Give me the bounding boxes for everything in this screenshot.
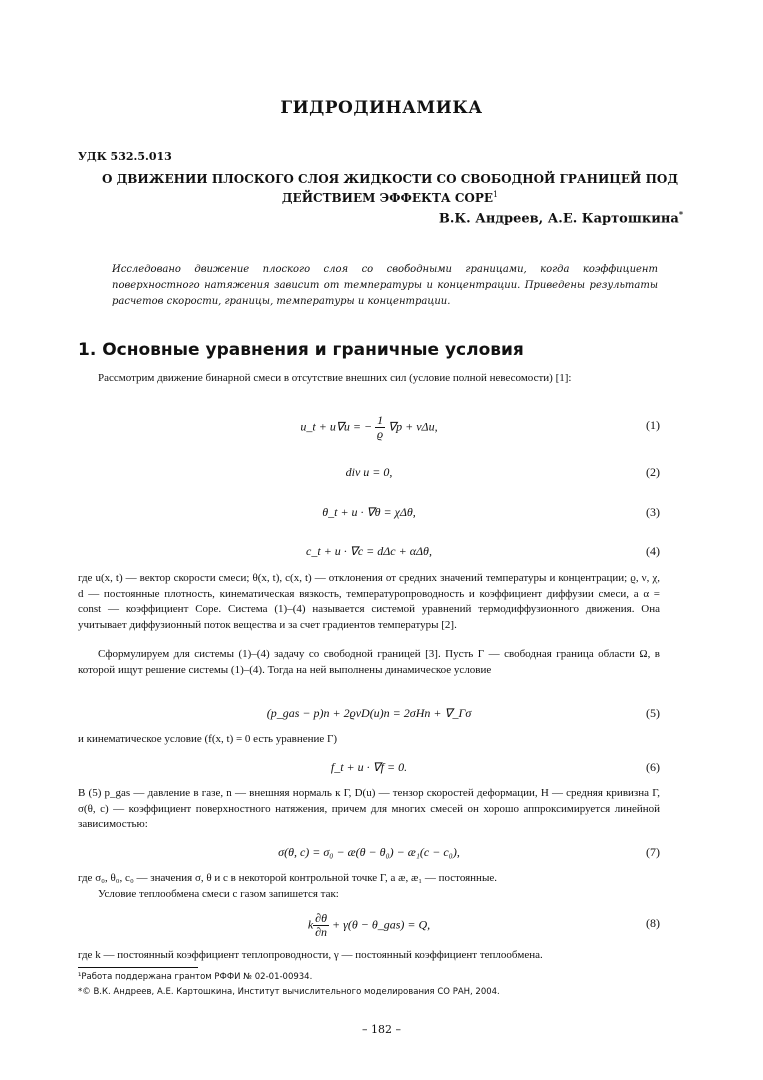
paragraph-5: В (5) p_gas — давление в газе, n — внешняя нормаль к Γ, D(u) — тензор скоростей деформации, H — средняя кривизна Γ, σ(θ, c) — коэффициент поверхностного натяжения, причем для многих смесей он хорошо аппроксимируется линейной зависимостью: bbox=[78, 787, 660, 830]
eq8-k: k bbox=[307, 917, 314, 932]
eq8-number: (8) bbox=[646, 916, 660, 930]
equation-5 bbox=[78, 706, 660, 728]
footnote-2: *© В.К. Андреев, А.Е. Картошкина, Институт вычислительного моделирования СО РАН, 2004. bbox=[78, 987, 500, 997]
paragraph-7: Условие теплообмена смеси с газом запишется так: bbox=[98, 888, 339, 900]
eq6-number: (6) bbox=[646, 760, 660, 774]
paragraph-1: Рассмотрим движение бинарной смеси в отсутствие внешних сил (условие полной невесомости) [1]: bbox=[98, 372, 572, 384]
eq2-number: (2) bbox=[646, 465, 660, 479]
abstract: Исследовано движение плоского слоя со свободными границами, когда коэффициент поверхностного натяжения зависит от температуры и концентрации. Приведены результаты расчетов скорости, границы, температуры и концентрации. bbox=[112, 264, 658, 307]
eq8-frac-num: ∂θ bbox=[315, 911, 327, 925]
title-line-2: ДЕЙСТВИЕМ ЭФФЕКТА СОРЕ bbox=[281, 191, 494, 205]
eq7-number: (7) bbox=[646, 845, 660, 859]
udk-code: УДК 532.5.013 bbox=[78, 150, 172, 163]
eq1-frac-num: 1 bbox=[377, 413, 384, 427]
eq1-fraction bbox=[375, 414, 385, 441]
eq5-expr: (p_gas − p)n + 2ϱνD(u)n = 2σHn + ∇_Γσ bbox=[266, 706, 472, 720]
article-title bbox=[90, 171, 690, 206]
eq3-expr: θ_t + u · ∇θ = χΔθ, bbox=[322, 505, 416, 519]
eq6-expr: f_t + u · ∇f = 0. bbox=[330, 760, 408, 774]
eq7-expr: σ(θ, c) = σ₀ − æ(θ − θ₀) − æ₁(c − c₀), bbox=[278, 845, 460, 859]
eq1-rhs: ∇p + νΔu, bbox=[388, 419, 438, 434]
equation-3 bbox=[78, 505, 660, 527]
paragraph-8: где k — постоянный коэффициент теплопроводности, γ — постоянный коэффициент теплообмена. bbox=[78, 949, 543, 961]
eq5-number: (5) bbox=[646, 706, 660, 720]
eq8-fraction bbox=[313, 912, 329, 939]
eq8-frac-den: ∂n bbox=[315, 925, 328, 939]
equation-8 bbox=[78, 911, 660, 939]
authors-mark: * bbox=[678, 209, 683, 219]
authors-names: В.К. Андреев, А.Е. Картошкина bbox=[438, 211, 679, 227]
paragraph-3: Сформулируем для системы (1)–(4) задачу со свободной границей [3]. Пусть Γ — свободная граница области Ω, в которой ищут решение системы (1)–(4). Тогда на ней выполнены динамическое условие bbox=[78, 648, 660, 676]
eq4-number: (4) bbox=[646, 544, 660, 558]
eq1-lhs: u_t + u∇u = − bbox=[300, 419, 373, 434]
authors bbox=[439, 209, 683, 226]
equation-4 bbox=[78, 544, 660, 566]
eq1-frac-den: ϱ bbox=[377, 427, 384, 441]
eq3-number: (3) bbox=[646, 505, 660, 519]
page-number: – 182 – bbox=[362, 1023, 401, 1036]
section-heading: ГИДРОДИНАМИКА bbox=[280, 98, 483, 118]
title-footnote-mark: 1 bbox=[493, 190, 499, 199]
equation-7 bbox=[78, 845, 660, 867]
section-1-title: 1. Основные уравнения и граничные условия bbox=[78, 340, 524, 360]
eq2-expr: div u = 0, bbox=[345, 465, 393, 479]
equation-1 bbox=[78, 413, 660, 441]
equation-2 bbox=[78, 465, 660, 487]
eq1-number: (1) bbox=[646, 418, 660, 432]
paragraph-4: и кинематическое условие (f(x, t) = 0 есть уравнение Γ) bbox=[78, 733, 338, 745]
paragraph-2: где u(x, t) — вектор скорости смеси; θ(x, t), c(x, t) — отклонения от средних значений температуры и концентрации; ϱ, ν, χ, d — постоянные плотность, кинематическая вязкость, температуропроводность и коэффициент диффузии смеси, а α = const — коэффициент Соре. Система (1)–(4) называется системой уравнений термодиффузионного движения. Она учитывает диффузионный поток вещества и за счет градиентов температуры [2]. bbox=[78, 572, 660, 631]
footnote-1: ¹Работа поддержана грантом РФФИ № 02-01-00934. bbox=[78, 972, 313, 982]
paragraph-6: где σ₀, θ₀, c₀ — значения σ, θ и c в некоторой контрольной точке Γ, а æ, æ₁ — постоянные. bbox=[78, 872, 497, 884]
eq4-expr: c_t + u · ∇c = dΔc + αΔθ, bbox=[306, 544, 432, 558]
title-line-1: О ДВИЖЕНИИ ПЛОСКОГО СЛОЯ ЖИДКОСТИ СО СВОБОДНОЙ ГРАНИЦЕЙ ПОД bbox=[101, 172, 679, 186]
eq8-rhs: + γ(θ − θ_gas) = Q, bbox=[332, 917, 431, 932]
equation-6 bbox=[78, 760, 660, 782]
footnote-rule bbox=[78, 967, 198, 968]
